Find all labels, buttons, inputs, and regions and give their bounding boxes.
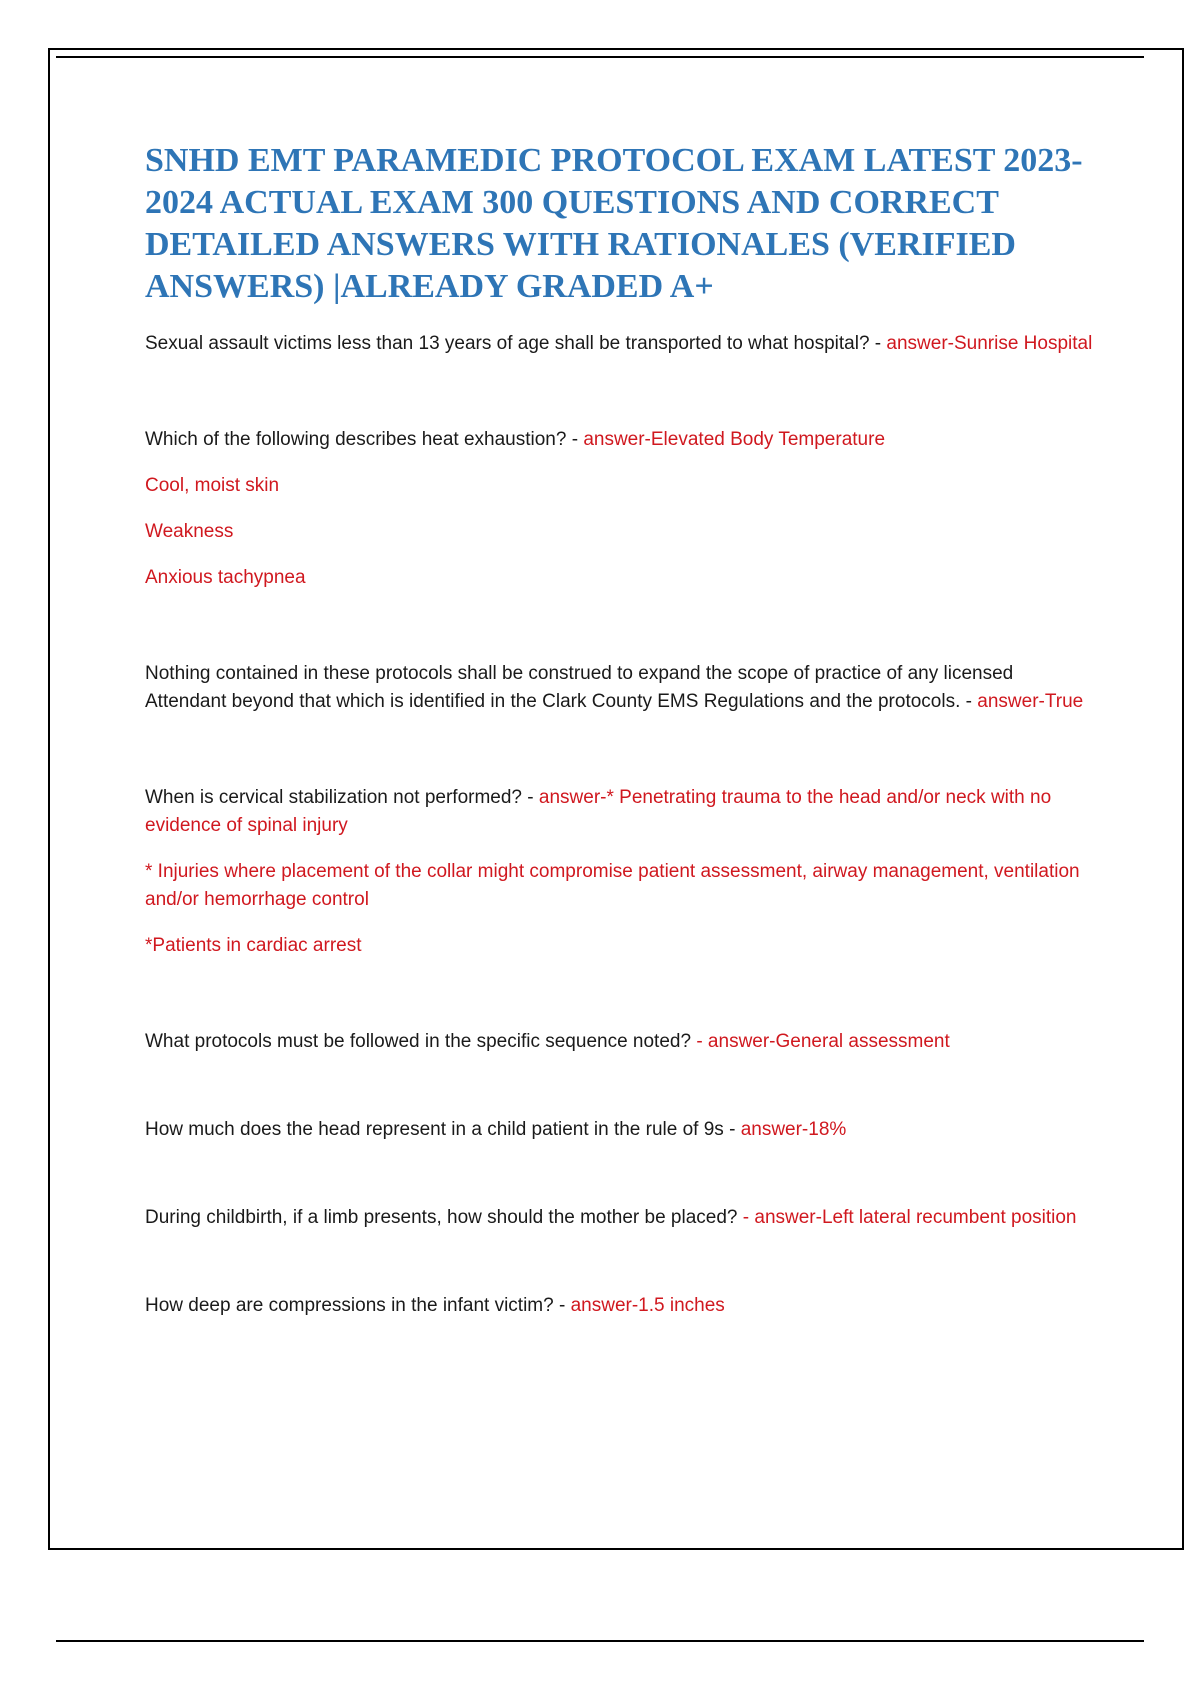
qa-item-4 <box>145 784 1095 960</box>
qa-line <box>145 1116 1095 1144</box>
qa-item-5 <box>145 1028 1095 1056</box>
qa-line <box>145 784 1095 840</box>
question-text: During childbirth, if a limb presents, how should the mother be placed? <box>145 1207 743 1228</box>
answer-extra-line: Anxious tachypnea <box>145 567 306 588</box>
question-text: Nothing contained in these protocols shall be construed to expand the scope of practice of any licensed Attendant beyond that which is identified in the Clark County EMS Regulations and the protocols. - <box>145 663 1014 712</box>
qa-line <box>145 660 1095 716</box>
question-text: What protocols must be followed in the specific sequence noted? <box>145 1031 697 1052</box>
top-rule <box>56 56 1144 58</box>
qa-line <box>145 330 1095 358</box>
answer-extra-line: * Injuries where placement of the collar might compromise patient assessment, airway management, ventilation and/or hemorrhage control <box>145 861 1080 910</box>
answer-extra-line: Weakness <box>145 521 234 542</box>
qa-item-1 <box>145 330 1095 358</box>
answer-text: answer-Sunrise Hospital <box>886 333 1093 354</box>
document-body <box>145 140 1095 1320</box>
qa-line <box>145 1292 1095 1320</box>
qa-item-2 <box>145 426 1095 592</box>
answer-text: answer-1.5 inches <box>570 1295 725 1316</box>
question-text: How much does the head represent in a child patient in the rule of 9s - <box>145 1119 741 1140</box>
document-title: SNHD EMT PARAMEDIC PROTOCOL EXAM LATEST 2023-2024 ACTUAL EXAM 300 QUESTIONS AND CORRECT DETAILED ANSWERS WITH RATIONALES (VERIFIED ANSWERS) |ALREADY GRADED A+ <box>145 142 1083 305</box>
answer-text: answer-True <box>977 691 1084 712</box>
qa-item-8 <box>145 1292 1095 1320</box>
qa-line <box>145 1028 1095 1056</box>
answer-extra-line: Cool, moist skin <box>145 475 280 496</box>
qa-item-7 <box>145 1204 1095 1232</box>
answer-text: answer-18% <box>740 1119 847 1140</box>
question-text: When is cervical stabilization not performed? - <box>145 787 539 808</box>
question-text: How deep are compressions in the infant victim? - <box>145 1295 571 1316</box>
question-text: Which of the following describes heat exhaustion? - <box>145 429 584 450</box>
question-text: Sexual assault victims less than 13 years of age shall be transported to what hospital? - <box>145 333 887 354</box>
answer-text: answer-* Penetrating trauma to the head and/or neck with no evidence of spinal injury <box>145 787 1052 836</box>
qa-line <box>145 1204 1095 1232</box>
bottom-rule <box>56 1640 1144 1642</box>
answer-text: answer-Elevated Body Temperature <box>583 429 886 450</box>
qa-item-6 <box>145 1116 1095 1144</box>
answer-text: - answer-General assessment <box>696 1031 950 1052</box>
qa-item-3 <box>145 660 1095 716</box>
qa-line <box>145 426 1095 454</box>
answer-extra-line: *Patients in cardiac arrest <box>145 935 362 956</box>
answer-text: - answer-Left lateral recumbent position <box>742 1207 1077 1228</box>
